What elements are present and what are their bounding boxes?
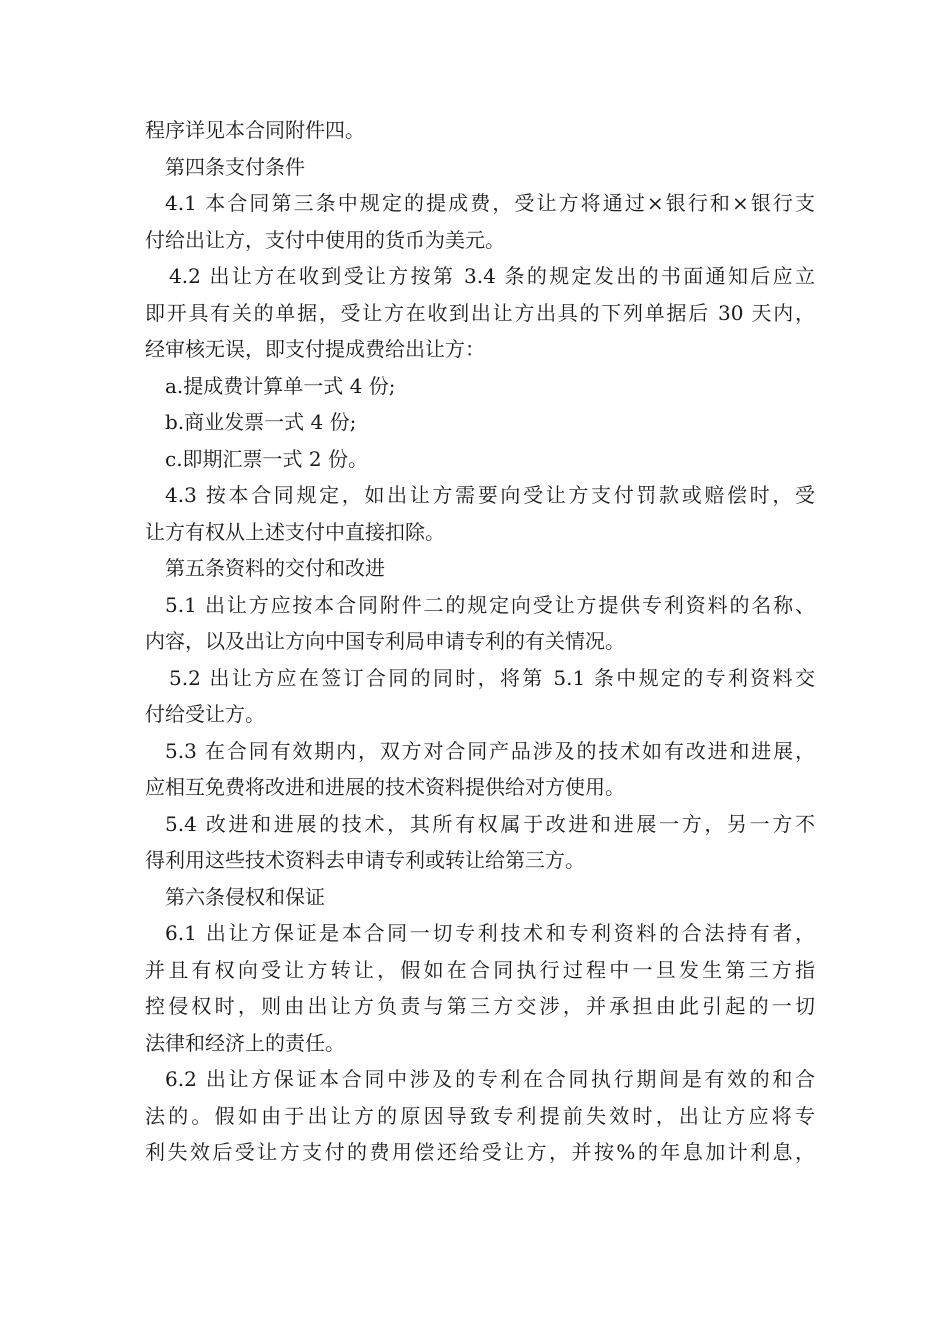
- list-item: c.即期汇票一式 2 份。: [165, 446, 368, 471]
- paragraph-line: 并且有权向受让方转让，假如在合同执行过程中一旦发生第三方指: [145, 957, 815, 982]
- list-item: a.提成费计算单一式 4 份;: [165, 373, 396, 398]
- clause-line: 5.3 在合同有效期内，双方对合同产品涉及的技术如有改进和进展，: [165, 738, 815, 763]
- clause-line: 5.1 出让方应按本合同附件二的规定向受让方提供专利资料的名称、: [165, 592, 815, 617]
- clause-line: 4.2 出让方在收到受让方按第 3.4 条的规定发出的书面通知后应立: [169, 264, 815, 288]
- paragraph-line: 让方有权从上述支付中直接扣除。: [145, 519, 445, 544]
- paragraph-line: 即开具有关的单据，受让方在收到出让方出具的下列单据后 30 天内，: [145, 300, 815, 325]
- section-heading: 第四条支付条件: [165, 154, 305, 179]
- clause-line: 4.3 按本合同规定，如出让方需要向受让方支付罚款或赔偿时，受: [165, 483, 815, 507]
- paragraph-line: 法律和经济上的责任。: [145, 1030, 345, 1055]
- paragraph-line: 付给受让方。: [145, 702, 265, 726]
- paragraph-line: 得利用这些技术资料去申请专利或转让给第三方。: [145, 848, 585, 872]
- paragraph-line: 内容，以及出让方向中国专利局申请专利的有关情况。: [145, 629, 625, 653]
- clause-line: 6.1 出让方保证是本合同一切专利技术和专利资料的合法持有者，: [165, 921, 815, 945]
- paragraph-line: 程序详见本合同附件四。: [145, 118, 365, 142]
- list-item: b.商业发票一式 4 份;: [165, 410, 357, 434]
- clause-line: 4.1 本合同第三条中规定的提成费，受让方将通过×银行和×银行支: [165, 191, 815, 215]
- paragraph-line: 利失效后受让方支付的费用偿还给受让方，并按%的年息加计利息，: [145, 1140, 815, 1164]
- clause-line: 6.2 出让方保证本合同中涉及的专利在合同执行期间是有效的和合: [165, 1067, 815, 1091]
- paragraph-line: 经审核无误，即支付提成费给出让方：: [145, 337, 485, 361]
- section-heading: 第六条侵权和保证: [165, 884, 325, 909]
- clause-line: 5.4 改进和进展的技术，其所有权属于改进和进展一方，另一方不: [165, 811, 815, 836]
- paragraph-line: 法的。假如由于出让方的原因导致专利提前失效时，出让方应将专: [145, 1103, 815, 1128]
- paragraph-line: 付给出让方，支付中使用的货币为美元。: [145, 227, 505, 252]
- document-body: [145, 112, 815, 1171]
- section-heading: 第五条资料的交付和改进: [165, 556, 385, 580]
- clause-line: 5.2 出让方应在签订合同的同时，将第 5.1 条中规定的专利资料交: [169, 665, 815, 690]
- paragraph-line: 控侵权时，则由出让方负责与第三方交涉，并承担由此引起的一切: [145, 994, 815, 1018]
- paragraph-line: 应相互免费将改进和进展的技术资料提供给对方使用。: [145, 775, 625, 799]
